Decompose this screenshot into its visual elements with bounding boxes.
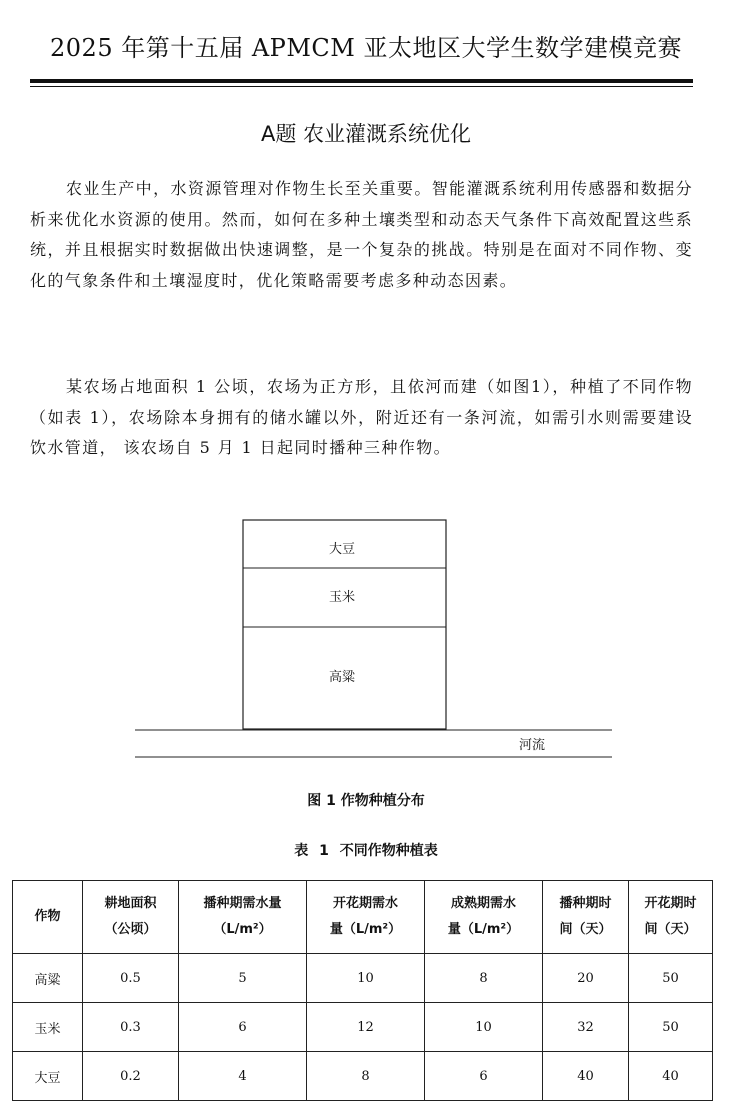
cell-sowing-days: 20 (543, 954, 629, 1003)
crop-distribution-figure (0, 500, 732, 770)
header-area-line1: 耕地面积 (104, 896, 157, 911)
plot-label-soybean: 大豆 (328, 542, 356, 557)
cell-area: 0.3 (83, 1003, 179, 1052)
header-flowering-water-line2: 量（L/m²） (329, 922, 402, 937)
cell-crop: 玉米 (13, 1003, 83, 1052)
header-sowing-water-line1: 播种期需水量 (203, 896, 282, 911)
header-flowering-days-line2: 间（天） (644, 922, 697, 937)
river-label: 河流 (518, 738, 546, 753)
header-crop-line1: 作物 (34, 909, 61, 924)
table-row (13, 954, 713, 1003)
header-flowering-water (307, 881, 425, 954)
plot-label-corn: 玉米 (328, 590, 356, 605)
cell-crop: 高粱 (13, 954, 83, 1003)
crop-planting-table (12, 880, 713, 1101)
cell-flowering-water: 12 (307, 1003, 425, 1052)
table-row (13, 1052, 713, 1101)
cell-flowering-days: 50 (629, 1003, 713, 1052)
intro-paragraph: 农业生产中，水资源管理对作物生长至关重要。智能灌溉系统利用传感器和数据分析来优化水资源的使用。然而，如何在多种土壤类型和动态天气条件下高效配置这些系统，并且根据实时数据做出快速调整，是一个复杂的挑战。特别是在面对不同作物、变化的气象条件和土壤湿度时，优化策略需要考虑多种动态因素。 (30, 179, 693, 290)
cell-area: 0.5 (83, 954, 179, 1003)
header-area-line2: （公顷） (104, 922, 157, 937)
cell-sowing-days: 40 (543, 1052, 629, 1101)
header-maturity-water-line1: 成熟期需水 (450, 896, 516, 911)
cell-maturity-water: 6 (425, 1052, 543, 1101)
cell-sowing-water: 4 (179, 1052, 307, 1101)
header-maturity-water-line2: 量（L/m²） (447, 922, 520, 937)
header-flowering-days (629, 881, 713, 954)
table-caption: 表 1 不同作物种植表 (294, 843, 438, 859)
plot-label-sorghum: 高粱 (328, 670, 356, 685)
header-maturity-water (425, 881, 543, 954)
cell-maturity-water: 10 (425, 1003, 543, 1052)
figure-caption: 图 1 作物种植分布 (307, 793, 425, 809)
header-sowing-days-line2: 间（天） (559, 922, 612, 937)
problem-title: A题 农业灌溉系统优化 (260, 122, 472, 146)
header-area (83, 881, 179, 954)
competition-header: 2025 年第十五届 APMCM 亚太地区大学生数学建模竞赛 (50, 34, 682, 62)
cell-sowing-water: 6 (179, 1003, 307, 1052)
header-sowing-days-line1: 播种期时 (559, 896, 612, 911)
cell-sowing-days: 32 (543, 1003, 629, 1052)
header-flowering-days-line1: 开花期时 (644, 896, 697, 911)
header-flowering-water-line1: 开花期需水 (332, 896, 398, 911)
table-header-row (13, 881, 713, 954)
cell-maturity-water: 8 (425, 954, 543, 1003)
header-crop (13, 881, 83, 954)
header-sowing-water (179, 881, 307, 954)
cell-flowering-water: 8 (307, 1052, 425, 1101)
header-sowing-days (543, 881, 629, 954)
cell-crop: 大豆 (13, 1052, 83, 1101)
cell-area: 0.2 (83, 1052, 179, 1101)
farm-paragraph: 某农场占地面积 1 公顷，农场为正方形，且依河而建（如图1），种植了不同作物（如表 1），农场除本身拥有的储水罐以外，附近还有一条河流，如需引水则需要建设饮水管道， 该农场自 5 月 1 日起同时播种三种作物。 (30, 377, 693, 457)
cell-flowering-days: 40 (629, 1052, 713, 1101)
cell-flowering-days: 50 (629, 954, 713, 1003)
header-rule-thick (30, 79, 693, 83)
cell-sowing-water: 5 (179, 954, 307, 1003)
header-sowing-water-line2: （L/m²） (213, 922, 272, 937)
header-rule-thin (30, 86, 693, 87)
table-row (13, 1003, 713, 1052)
cell-flowering-water: 10 (307, 954, 425, 1003)
